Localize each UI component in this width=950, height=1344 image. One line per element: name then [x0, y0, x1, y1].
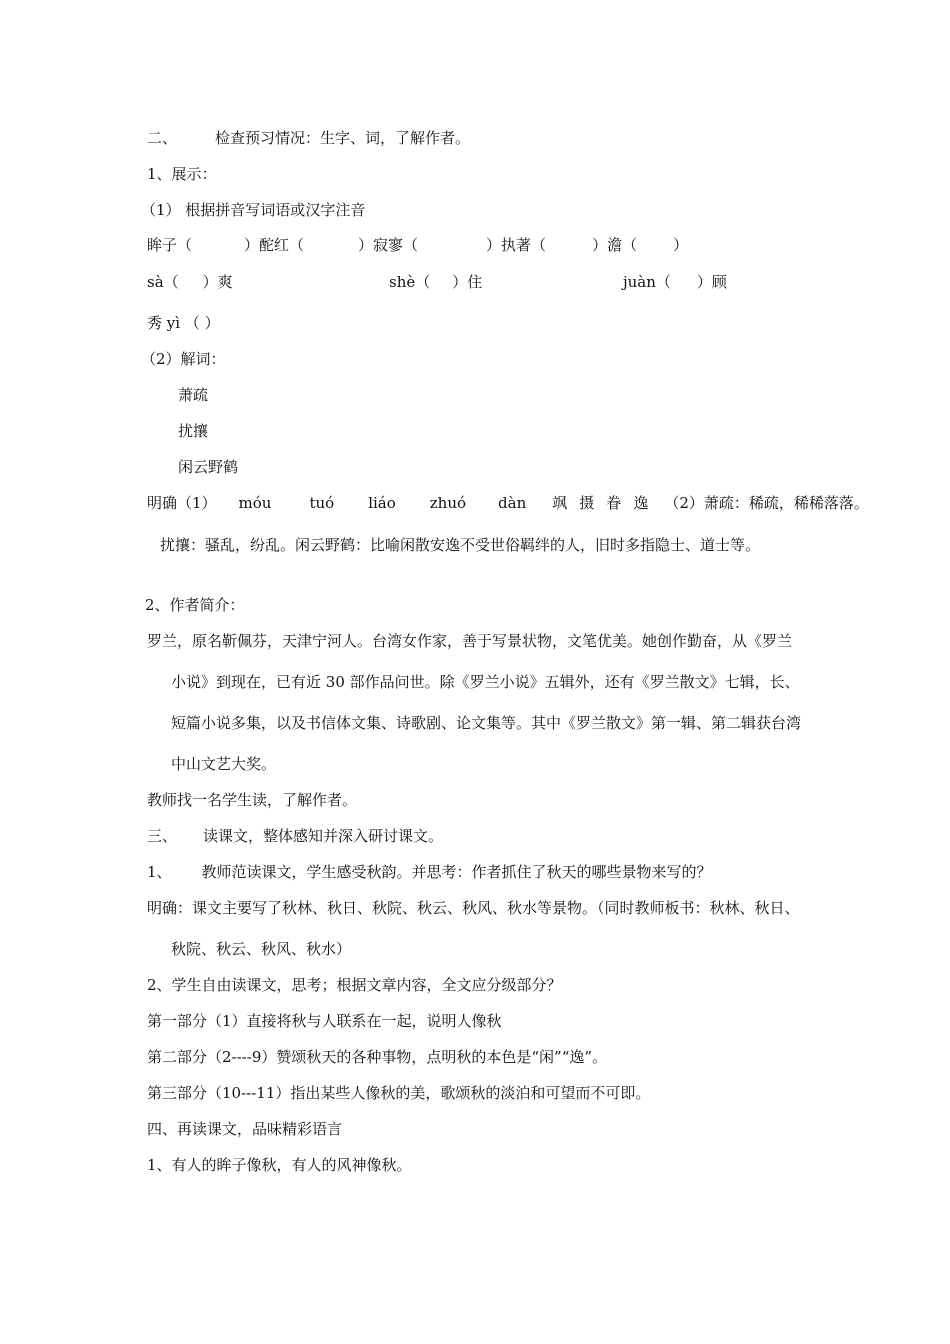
part-line: 第一部分（1）直接将秋与人联系在一起，说明人像秋: [147, 1012, 502, 1030]
author-paragraph-line: 小说》到现在，已有近 30 部作品问世。除《罗兰小说》五辑外，还有《罗兰散文》七辑，长、: [171, 673, 800, 691]
answer-line-2: 扰攘：骚乱，纷乱。闲云野鹤：比喻闲散安逸不受世俗羁绊的人，旧时多指隐士、道士等。: [160, 536, 761, 554]
author-paragraph-line: 短篇小说多集，以及书信体文集、诗歌剧、论文集等。其中《罗兰散文》第一辑、第二辑获台湾: [171, 714, 802, 732]
word-item: 闲云野鹤: [178, 458, 239, 476]
answer-line-1: 明确（1） móu tuó liáo zhuó dàn 飒 摄 眷 逸 （2）萧疏：稀疏，稀稀落落。: [147, 494, 869, 512]
section-4-heading: 四、再读课文，品味精彩语言: [147, 1120, 343, 1138]
char-fill-row: 眸子（ ）酡红（ ）寂寥（ ）执著（ ）澹（ ）: [147, 236, 689, 254]
pinyin-row-3: juàn（ ）顾: [623, 273, 727, 291]
section-3-item-1: 1、 教师范读课文，学生感受秋韵。并思考：作者抓住了秋天的哪些景物来写的？: [147, 863, 712, 881]
word-item: 扰攘: [178, 422, 209, 440]
section-2-heading: 二、 检查预习情况：生字、词，了解作者。: [147, 129, 471, 147]
clarify-line: 明确：课文主要写了秋林、秋日、秋院、秋云、秋风、秋水等景物。（同时教师板书：秋林、秋日、: [147, 899, 800, 917]
author-paragraph-line: 中山文艺大奖。: [171, 755, 277, 773]
clarify-line: 秋院、秋云、秋风、秋水）: [171, 940, 352, 958]
xiu-item: 秀 yì （ ）: [147, 314, 220, 332]
sub-question-2: （2）解词：: [141, 350, 226, 368]
pinyin-row-2: shè（ ）住: [389, 273, 483, 291]
pinyin-row-1: sà（ ）爽: [147, 273, 233, 291]
part-line: 第二部分（2----9）赞颂秋天的各种事物，点明秋的本色是“闲”“逸”。: [147, 1048, 608, 1066]
author-title: 2、作者简介：: [145, 596, 245, 614]
part-line: 第三部分（10---11）指出某些人像秋的美，歌颂秋的淡泊和可望而不可即。: [147, 1084, 651, 1102]
author-paragraph-line: 罗兰，原名靳佩芬，天津宁河人。台湾女作家，善于写景状物，文笔优美。她创作勤奋，从《罗兰: [147, 632, 793, 650]
sub-question-1: （1） 根据拼音写词语或汉字注音: [141, 201, 366, 219]
section-3-heading: 三、 读课文，整体感知并深入研讨课文。: [147, 827, 444, 845]
teacher-note: 教师找一名学生读，了解作者。: [147, 791, 358, 809]
section-4-item-1: 1、有人的眸子像秋，有人的风神像秋。: [147, 1156, 412, 1174]
section-3-item-2: 2、学生自由读课文，思考；根据文章内容，全文应分级部分？: [147, 976, 562, 994]
word-item: 萧疏: [178, 386, 209, 404]
show-label: 1、展示：: [147, 165, 217, 183]
